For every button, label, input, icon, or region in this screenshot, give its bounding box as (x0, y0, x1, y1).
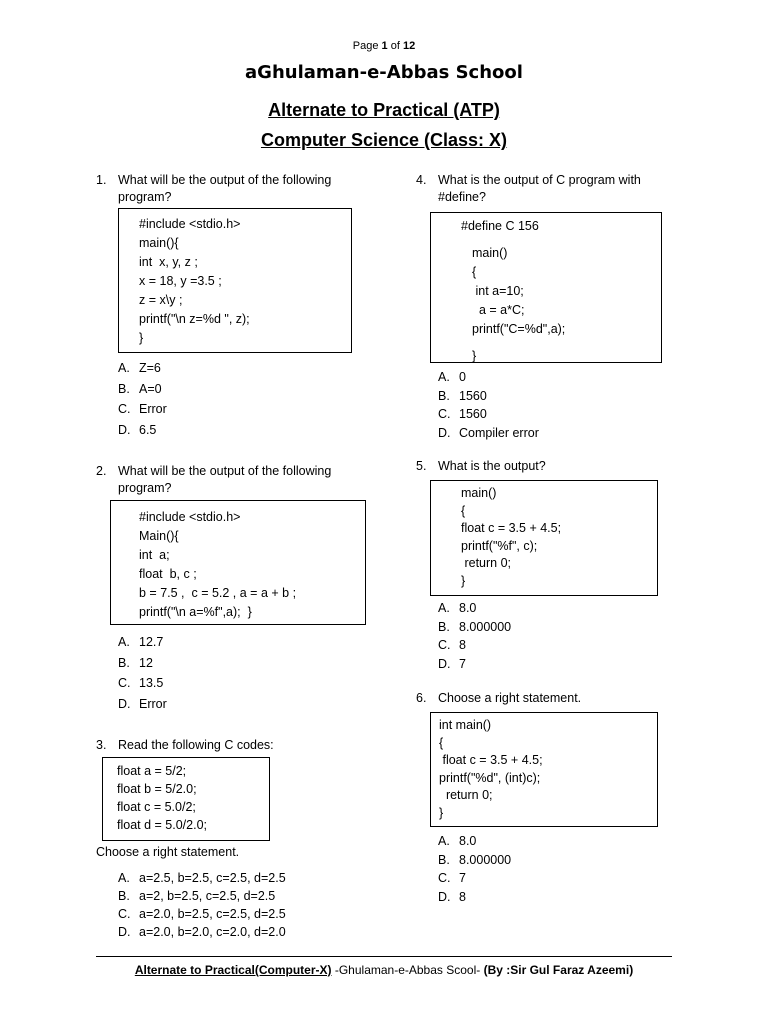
code-line: float c = 3.5 + 4.5; (439, 753, 543, 767)
question-text: What is the output of C program with #define? (438, 173, 641, 204)
question-text: Read the following C codes: (118, 738, 274, 752)
code-line: #include <stdio.h> (139, 217, 241, 231)
page-number: Page 1 of 12 (352, 40, 416, 52)
question-6 (416, 690, 706, 708)
code-line: printf("C=%d",a); (472, 322, 566, 336)
question-number: 5. (416, 459, 427, 473)
code-line: { (439, 735, 444, 750)
code-line: a = a*C; (472, 303, 525, 317)
option-c[interactable]: C. Error (118, 402, 167, 416)
code-line: } (139, 331, 144, 345)
code-line: main() (472, 246, 508, 260)
code-box (430, 480, 658, 596)
code-line: int x, y, z ; (139, 255, 198, 269)
options-list (438, 832, 638, 906)
options-list (438, 599, 638, 673)
option-a[interactable]: A. 12.7 (118, 635, 164, 649)
code-line: return 0; (439, 788, 493, 802)
options-list (118, 632, 318, 714)
code-define: #define C 156 (461, 219, 539, 233)
code-line: z = x\y ; (139, 293, 183, 307)
option-b[interactable]: B. A=0 (118, 381, 162, 396)
option-a[interactable]: A. 0 (438, 370, 466, 384)
footer-author: (By :Sir Gul Faraz Azeemi) (483, 963, 634, 977)
question-5 (416, 458, 706, 476)
code-line: int main() (439, 718, 492, 732)
code-line: } (472, 349, 477, 363)
question-number: 6. (416, 691, 427, 705)
question-3 (96, 737, 386, 755)
question-4 (416, 172, 706, 206)
option-b[interactable]: B. 1560 (438, 388, 487, 403)
code-line: printf("\n a=%f",a); } (139, 605, 252, 619)
option-c[interactable]: C. 8 (438, 638, 466, 652)
code-box (102, 757, 270, 841)
question-text: What will be the output of the following program? (118, 464, 332, 495)
option-b[interactable]: B. a=2, b=2.5, c=2.5, d=2.5 (118, 889, 276, 903)
code-line: printf("\n z=%d ", z); (139, 312, 250, 326)
code-line: float c = 5.0/2; (117, 800, 196, 814)
options-list (438, 368, 638, 442)
footer-course: Alternate to Practical(Computer-X) (134, 963, 332, 977)
option-d[interactable]: D. a=2.0, b=2.0, c=2.0, d=2.0 (118, 925, 286, 939)
footer-school: -Ghulaman-e-Abbas Scool- (331, 963, 484, 977)
question-1 (96, 172, 386, 206)
code-line: { (461, 503, 466, 518)
option-b[interactable]: B. 8.000000 (438, 619, 512, 634)
question-number: 1. (96, 173, 107, 187)
option-a[interactable]: A. 8.0 (438, 834, 477, 848)
school-name: aGhulaman-e-Abbas School (245, 62, 523, 83)
question-number: 4. (416, 173, 427, 187)
document-title: Alternate to Practical (ATP) (268, 100, 500, 120)
code-line: float b, c ; (139, 567, 197, 581)
option-a[interactable]: A. a=2.5, b=2.5, c=2.5, d=2.5 (118, 871, 286, 885)
code-line: int a=10; (472, 284, 524, 298)
question-number: 2. (96, 464, 107, 478)
code-line: float d = 5.0/2.0; (117, 818, 207, 832)
document-subtitle: Computer Science (Class: X) (260, 130, 508, 150)
option-a[interactable]: A. 8.0 (438, 601, 477, 615)
page-footer (0, 963, 768, 977)
option-b[interactable]: B. 12 (118, 655, 153, 670)
code-line: main() (461, 486, 497, 500)
code-line: b = 7.5 , c = 5.2 , a = a + b ; (139, 586, 297, 600)
code-line: x = 18, y =3.5 ; (139, 274, 222, 288)
options-list (118, 869, 368, 941)
footer-divider (96, 956, 672, 957)
question-prompt: Choose a right statement. (96, 845, 240, 859)
code-line: } (461, 573, 466, 588)
code-line: return 0; (461, 556, 512, 570)
question-2 (96, 463, 386, 497)
option-c[interactable]: C. 7 (438, 871, 466, 885)
code-line: printf("%d", (int)c); (439, 770, 541, 785)
question-text: What will be the output of the following program? (118, 173, 332, 204)
code-box (430, 712, 658, 827)
code-box (118, 208, 352, 353)
code-box (110, 500, 366, 625)
option-c[interactable]: C. 13.5 (118, 676, 164, 690)
option-c[interactable]: C. a=2.0, b=2.5, c=2.5, d=2.5 (118, 907, 286, 921)
code-line: { (472, 265, 477, 279)
code-line: printf("%f", c); (461, 538, 538, 553)
option-d[interactable]: D. Error (118, 696, 167, 711)
code-line: Main(){ (139, 529, 179, 543)
code-line: float c = 3.5 + 4.5; (461, 521, 562, 535)
code-line: main(){ (139, 236, 179, 250)
code-line: float a = 5/2; (117, 764, 187, 778)
code-line: float b = 5/2.0; (117, 782, 197, 796)
code-line: #include <stdio.h> (139, 510, 241, 524)
question-text: What is the output? (438, 459, 546, 473)
option-d[interactable]: D. 7 (438, 656, 466, 671)
question-text: Choose a right statement. (438, 691, 582, 705)
option-d[interactable]: D. 8 (438, 889, 466, 904)
code-box (430, 212, 662, 363)
option-a[interactable]: A. Z=6 (118, 361, 161, 375)
code-line: } (439, 805, 444, 820)
option-d[interactable]: D. Compiler error (438, 425, 539, 440)
option-d[interactable]: D. 6.5 (118, 422, 157, 437)
option-b[interactable]: B. 8.000000 (438, 852, 512, 867)
option-c[interactable]: C. 1560 (438, 407, 487, 421)
options-list (118, 358, 318, 440)
question-number: 3. (96, 738, 107, 752)
code-line: int a; (139, 548, 170, 562)
